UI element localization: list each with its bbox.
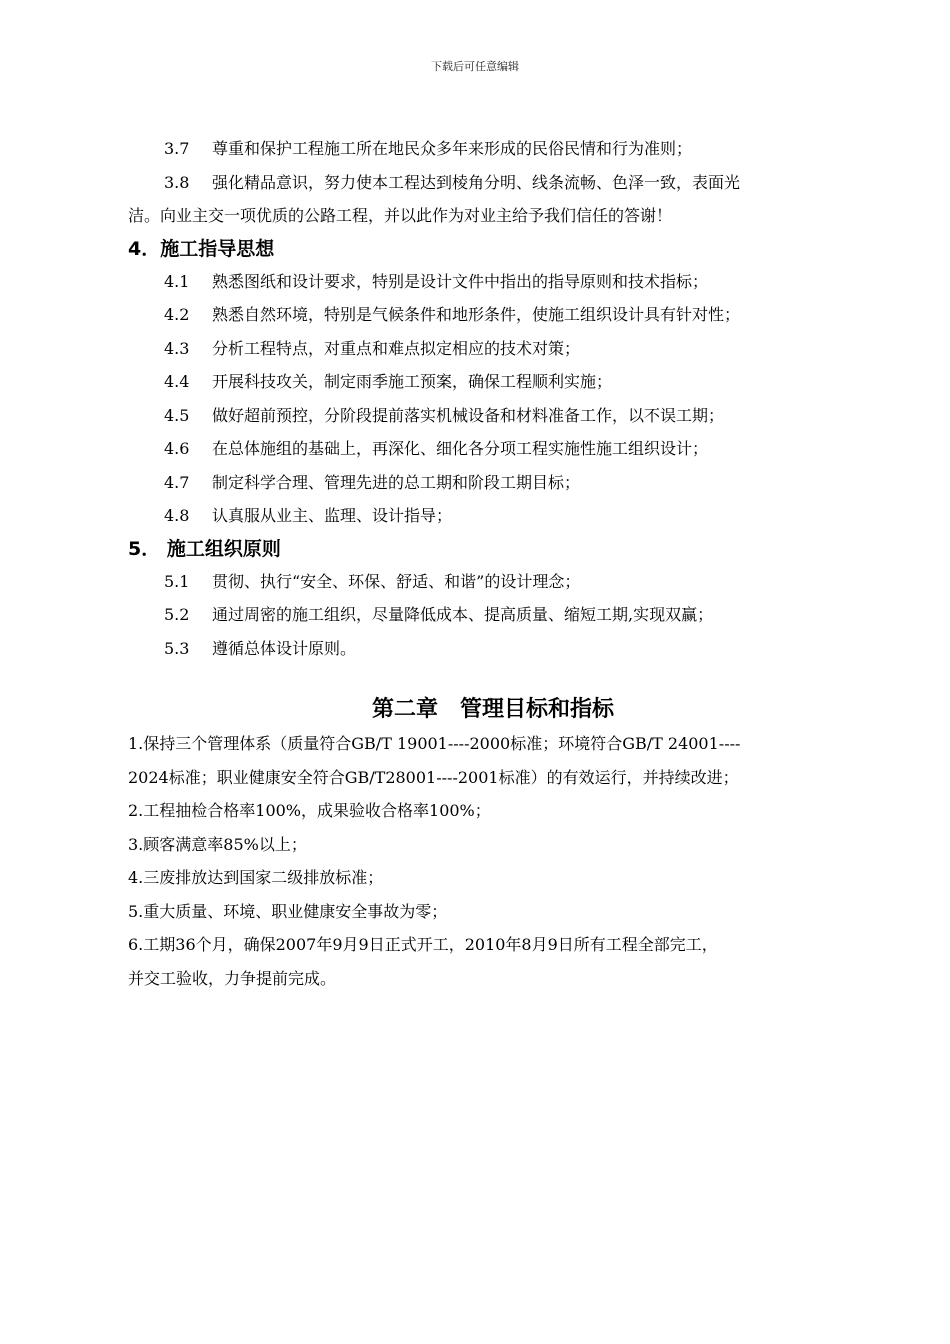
item-text: 强化精品意识，努力使本工程达到棱角分明、线条流畅、色泽一致，表面光 xyxy=(212,172,741,192)
item-text: 制定科学合理、管理先进的总工期和阶段工期目标； xyxy=(212,472,581,492)
item-text: 遵循总体设计原则。 xyxy=(212,638,357,658)
list-item-5-1 xyxy=(128,565,858,599)
goal-5: 5.重大质量、环境、职业健康安全事故为零； xyxy=(128,901,448,921)
item-number: 3.7 xyxy=(164,139,190,158)
item-number: 4.6 xyxy=(164,439,190,458)
list-item-4-5 xyxy=(128,399,858,433)
chapter-2-title: 第二章 管理目标和指标 xyxy=(371,697,614,722)
item-text: 贯彻、执行“安全、环保、舒适、和谐”的设计理念； xyxy=(212,571,581,591)
item-text: 在总体施组的基础上，再深化、细化各分项工程实施性施工组织设计； xyxy=(212,439,709,458)
page-header: 下载后可任意编辑 xyxy=(431,60,519,73)
goal-1-line-2: 2024标准；职业健康安全符合GB/T28001----2001标准）的有效运行，并持续改进； xyxy=(128,767,739,787)
item-number: 5.3 xyxy=(164,638,190,658)
document-body xyxy=(128,132,858,995)
item-number: 4.2 xyxy=(164,305,190,324)
goal-6-line-2: 并交工验收，力争提前完成。 xyxy=(128,968,337,988)
item-number: 4.4 xyxy=(164,372,190,391)
item-number: 5.2 xyxy=(164,605,190,624)
item-text: 分析工程特点，对重点和难点拟定相应的技术对策； xyxy=(212,338,581,358)
item-text: 熟悉图纸和设计要求，特别是设计文件中指出的指导原则和技术指标； xyxy=(212,271,709,291)
goal-2: 2.工程抽检合格率100%，成果验收合格率100%； xyxy=(128,801,491,820)
section-5-title: 5． 施工组织原则 xyxy=(128,537,281,560)
list-item-3-7 xyxy=(128,132,858,166)
list-item-4-1 xyxy=(128,265,858,299)
goal-1-line-1: 1.保持三个管理体系（质量符合GB/T 19001----2000标准；环境符合GB/T 24001---- xyxy=(128,734,741,753)
list-item-3-8 xyxy=(128,166,858,200)
item-number: 4.3 xyxy=(164,338,190,358)
item-number: 5.1 xyxy=(164,571,190,591)
item-text: 熟悉自然环境，特别是气候条件和地形条件，使施工组织设计具有针对性； xyxy=(212,305,741,324)
list-item-3-8-continued: 洁。向业主交一项优质的公路工程，并以此作为对业主给予我们信任的答谢！ xyxy=(128,206,673,225)
list-item-5-2 xyxy=(128,598,858,632)
item-number: 4.7 xyxy=(164,472,190,492)
item-number: 3.8 xyxy=(164,172,190,192)
list-item-4-4 xyxy=(128,365,858,399)
item-text: 开展科技攻关，制定雨季施工预案，确保工程顺利实施； xyxy=(212,372,613,391)
goal-3: 3.顾客满意率85%以上； xyxy=(128,834,307,854)
item-number: 4.5 xyxy=(164,405,190,425)
item-number: 4.8 xyxy=(164,506,190,525)
list-item-4-7 xyxy=(128,466,858,500)
item-text: 通过周密的施工组织，尽量降低成本、提高质量、缩短工期,实现双赢； xyxy=(212,605,714,624)
item-text: 认真服从业主、监理、设计指导； xyxy=(212,506,453,525)
list-item-4-8 xyxy=(128,499,858,533)
section-4-title: 4．施工指导思想 xyxy=(128,237,275,260)
item-number: 4.1 xyxy=(164,271,190,291)
list-item-4-2 xyxy=(128,298,858,332)
list-item-5-3 xyxy=(128,632,858,666)
goal-4: 4.三废排放达到国家二级排放标准； xyxy=(128,868,384,887)
list-item-4-6 xyxy=(128,432,858,466)
item-text: 尊重和保护工程施工所在地民众多年来形成的民俗民情和行为准则； xyxy=(212,139,693,158)
item-text: 做好超前预控，分阶段提前落实机械设备和材料准备工作，以不误工期； xyxy=(212,405,725,425)
list-item-4-3 xyxy=(128,332,858,366)
goal-6-line-1: 6.工期36个月，确保2007年9月9日正式开工，2010年8月9日所有工程全部完工， xyxy=(128,935,718,954)
